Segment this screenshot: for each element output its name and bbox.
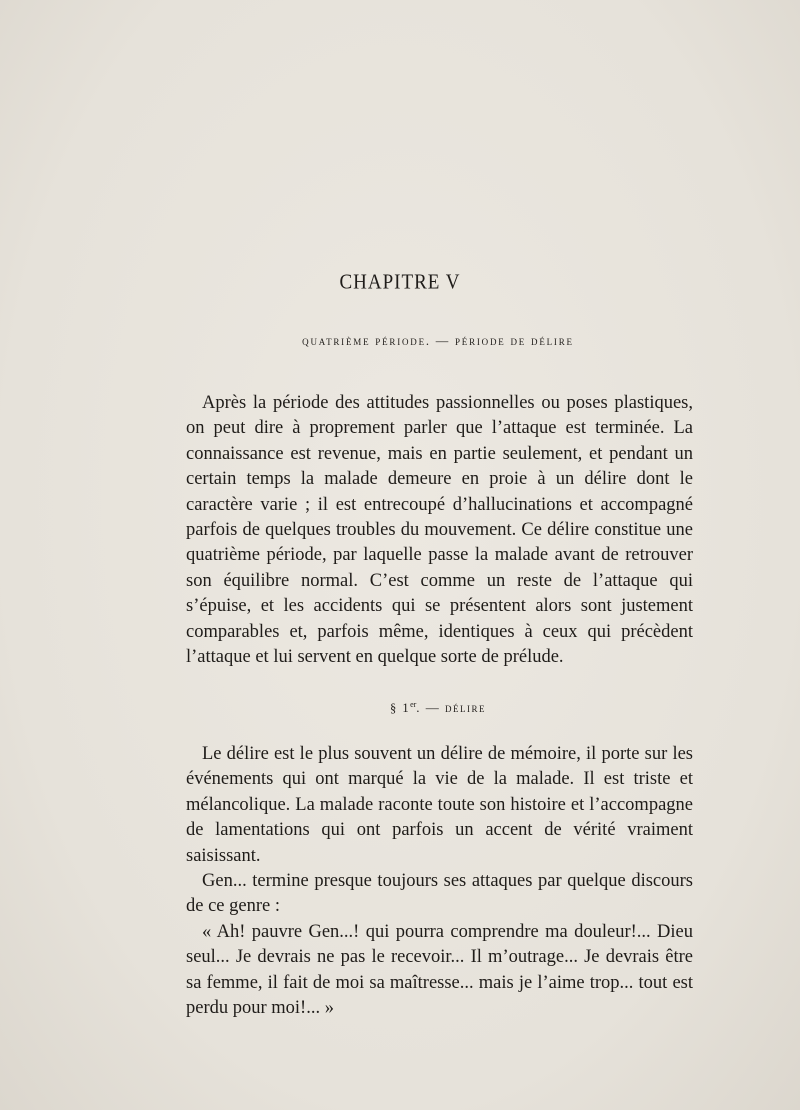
section-text xyxy=(186,742,693,1021)
chapter-subtitle: quatrième période. — période de délire xyxy=(302,334,574,348)
quotation: « Ah! pauvre Gen...! qui pourra comprendre ma douleur!... Dieu seul... Je devrais ne pas le recevoir... Il m’outrage... Je devrais être sa femme, il fait de moi sa maîtresse... mais je l’aime trop... tout est perdu pour moi!... » xyxy=(186,921,693,1019)
section-ordinal: er xyxy=(410,700,417,709)
paragraph: Gen... termine presque toujours ses attaques par quelque discours de ce genre : xyxy=(186,871,693,917)
paragraph: Le délire est le plus souvent un délire de mémoire, il porte sur les événements qui ont marqué la vie de la malade. Il est triste et mélancolique. La malade raconte toute son histoire et l’accompagne de lamentations qui ont parfois un accent de vérité vraiment saisissant. xyxy=(186,744,693,866)
intro-text xyxy=(186,391,693,670)
paragraph: Après la période des attitudes passionnelles ou poses plastiques, on peut dire à proprement parler que l’attaque est terminée. La connaissance est revenue, mais en partie seulement, et pendant un certain temps la malade demeure en proie à un délire dont le caractère varie ; il est entrecoupé d’hallucinations et accompagné parfois de quelques troubles du mouvement. Ce délire constitue une quatrième période, par laquelle passe la malade avant de retrouver son équilibre normal. C’est comme un reste de l’attaque qui s’épuise, et les accidents qui se présentent alors sont justement comparables et, parfois même, identiques à ceux qui précèdent l’attaque et lui servent en quelque sorte de prélude. xyxy=(186,393,693,668)
section-number: § 1 xyxy=(389,701,411,716)
section-heading xyxy=(0,700,800,716)
chapter-title: CHAPITRE V xyxy=(339,270,461,294)
section-title: . — délire xyxy=(416,700,487,716)
